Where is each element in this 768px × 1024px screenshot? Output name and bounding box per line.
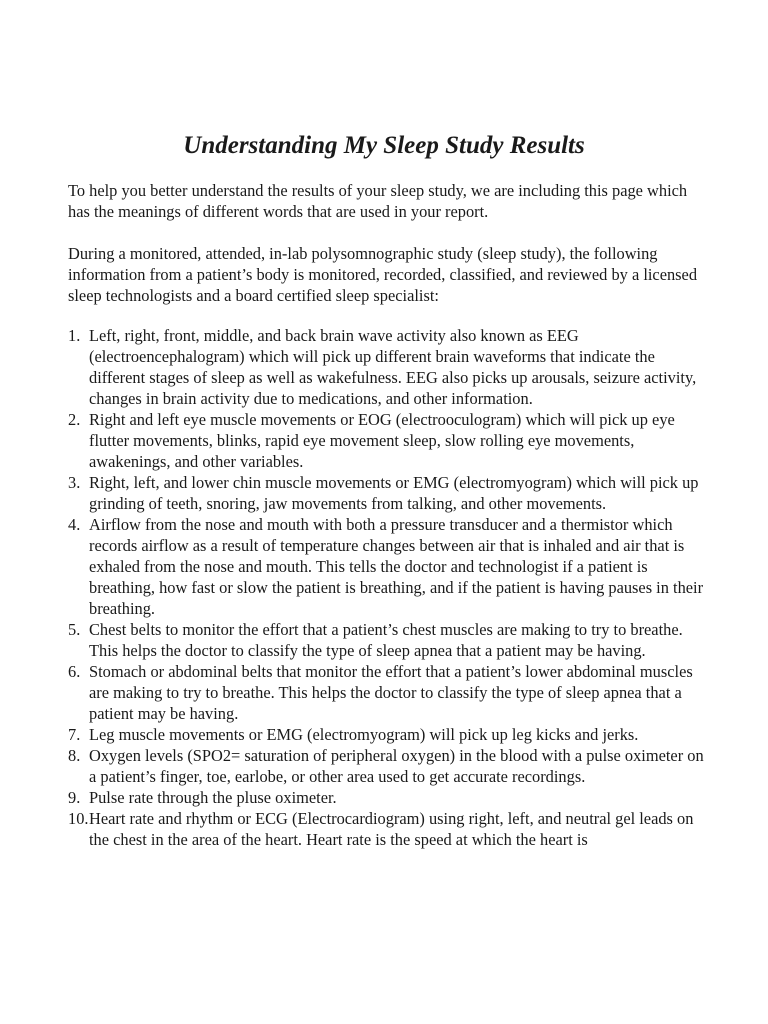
list-item-text: Oxygen levels (SPO2= saturation of peripheral oxygen) in the blood with a pulse oximeter on a patient’s finger, toe, earlobe, or other area used to get accurate recordings. — [89, 746, 704, 786]
list-item — [68, 514, 708, 619]
description-paragraph: During a monitored, attended, in-lab polysomnographic study (sleep study), the following information from a patient’s body is monitored, recorded, classified, and reviewed by a licensed sleep technologists and a board certified sleep specialist: — [68, 244, 698, 305]
page-title: Understanding My Sleep Study Results — [183, 132, 585, 159]
list-item — [68, 619, 708, 661]
list-item-text: Right, left, and lower chin muscle movements or EMG (electromyogram) which will pick up grinding of teeth, snoring, jaw movements from talking, and other movements. — [89, 473, 699, 513]
list-item-number: 5. — [68, 620, 81, 639]
intro-paragraph: To help you better understand the results of your sleep study, we are including this page which has the meanings of different words that are used in your report. — [68, 181, 688, 221]
list-item — [68, 787, 708, 808]
list-item — [68, 808, 708, 850]
list-item — [68, 325, 708, 409]
list-item — [68, 745, 708, 787]
list-item-text: Pulse rate through the pluse oximeter. — [89, 788, 337, 807]
list-item-number: 4. — [68, 515, 81, 534]
monitored-signals-list — [68, 325, 708, 850]
list-item-text: Stomach or abdominal belts that monitor the effort that a patient’s lower abdominal muscles are making to try to breathe. This helps the doctor to classify the type of sleep apnea that a patient may be having. — [89, 662, 693, 723]
list-item-number: 3. — [68, 473, 81, 492]
list-item — [68, 472, 708, 514]
list-item — [68, 661, 708, 724]
list-item-text: Right and left eye muscle movements or EOG (electrooculogram) which will pick up eye flutter movements, blinks, rapid eye movement sleep, slow rolling eye movements, awakenings, and other variables. — [89, 410, 675, 471]
list-item-number: 9. — [68, 788, 81, 807]
list-item-number: 2. — [68, 410, 81, 429]
list-item-number: 8. — [68, 746, 81, 765]
list-item — [68, 409, 708, 472]
list-item-text: Left, right, front, middle, and back brain wave activity also known as EEG (electroencephalogram) which will pick up different brain waveforms that indicate the different stages of sleep as well as wakefulness. EEG also picks up arousals, seizure activity, changes in brain activity due to medications, and other information. — [89, 326, 697, 408]
list-item-text: Leg muscle movements or EMG (electromyogram) will pick up leg kicks and jerks. — [89, 725, 639, 744]
list-item-text: Airflow from the nose and mouth with both a pressure transducer and a thermistor which records airflow as a result of temperature changes between air that is inhaled and air that is exhaled from the nose and mouth. This tells the doctor and technologist if a patient is breathing, how fast or slow the patient is breathing, and if the patient is having pauses in their breathing. — [89, 515, 704, 618]
list-item-number: 10. — [68, 809, 89, 828]
list-item — [68, 724, 708, 745]
list-item-text: Heart rate and rhythm or ECG (Electrocardiogram) using right, left, and neutral gel leads on the chest in the area of the heart. Heart rate is the speed at which the heart is — [89, 809, 694, 849]
list-item-text: Chest belts to monitor the effort that a patient’s chest muscles are making to try to breathe. This helps the doctor to classify the type of sleep apnea that a patient may be having. — [89, 620, 683, 660]
list-item-number: 7. — [68, 725, 81, 744]
list-item-number: 1. — [68, 326, 81, 345]
list-item-number: 6. — [68, 662, 81, 681]
